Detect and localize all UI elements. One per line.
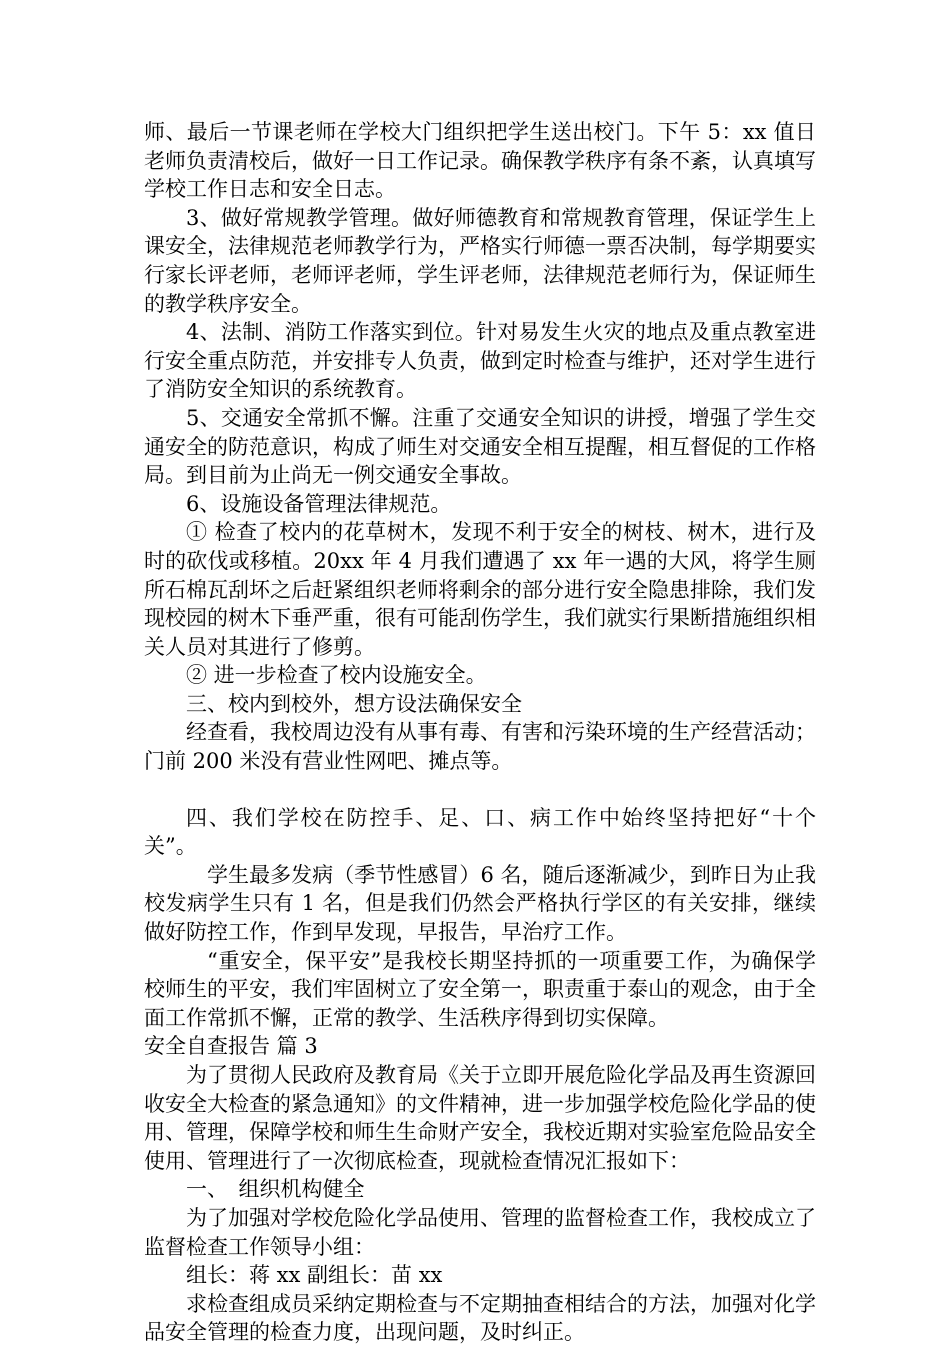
paragraph-facility-inspection: ② 进一步检查了校内设施安全。 bbox=[186, 663, 487, 688]
paragraph-teaching-management: 3、做好常规教学管理。做好师德教育和常规教育管理，保证学生上课安全，法律规范老师教学行为，严格实行师德一票否决制，每学期要实行家长评老师，老师评老师，学生评老师，法律规范老师行为，保证师生的教学秩序安全。 bbox=[144, 205, 816, 316]
document-body bbox=[144, 118, 816, 1347]
paragraph-inspection-method: 求检查组成员采纳定期检查与不定期抽查相结合的方法，加强对化学品安全管理的检查力度，出现问题，及时纠正。 bbox=[144, 1291, 816, 1345]
paragraph-traffic-safety: 5、交通安全常抓不懈。注重了交通安全知识的讲授，增强了学生交通安全的防范意识，构成了师生对交通安全相互提醒，相互督促的工作格局。到目前为止尚无一例交通安全事故。 bbox=[144, 405, 816, 488]
paragraph-illness-count: 学生最多发病（季节性感冒）6 名，随后逐渐减少，到昨日为止我校发病学生只有 1 名，但是我们仍然会严格执行学区的有关安排，继续做好防控工作，作到早发现，早报告，早治疗工作。 bbox=[144, 862, 816, 945]
paragraph-report-intro: 为了贯彻人民政府及教育局《关于立即开展危险化学品及再生资源回收安全大检查的紧急通知》的文件精神，进一步加强学校危险化学品的使用、管理，保障学校和师生生命财产安全，我校近期对实验室危险品安全使用、管理进行了一次彻底检查，现就检查情况汇报如下： bbox=[144, 1063, 816, 1173]
section-heading-campus-safety: 三、校内到校外，想方设法确保安全 bbox=[186, 691, 522, 716]
report-title-part3: 安全自查报告 篇 3 bbox=[144, 1034, 318, 1059]
paragraph-school-dismissal: 师、最后一节课老师在学校大门组织把学生送出校门。下午 5：xx 值日老师负责清校后，做好一日工作记录。确保教学秩序有条不紊，认真填写学校工作日志和安全日志。 bbox=[144, 120, 816, 202]
section-heading-disease-control: 四、我们学校在防控手、足、口、病工作中始终坚持把好“十个关”。 bbox=[144, 805, 816, 859]
paragraph-safety-priority: “重安全，保平安”是我校长期坚持抓的一项重要工作，为确保学校师生的平安，我们牢固树立了安全第一，职责重于泰山的观念，由于全面工作常抓不懈，正常的教学、生活秩序得到切实保障。 bbox=[144, 948, 816, 1030]
paragraph-group-leaders: 组长：蒋 xx 副组长：苗 xx bbox=[186, 1263, 443, 1288]
paragraph-facility-management: 6、设施设备管理法律规范。 bbox=[186, 491, 452, 516]
paragraph-surroundings: 经查看，我校周边没有从事有毒、有害和污染环境的生产经营活动；门前 200 米没有营业性网吧、摊点等。 bbox=[144, 720, 816, 774]
paragraph-fire-safety: 4、法制、消防工作落实到位。针对易发生火灾的地点及重点教室进行安全重点防范，并安排专人负责，做到定时检查与维护，还对学生进行了消防安全知识的系统教育。 bbox=[144, 320, 816, 402]
paragraph-tree-inspection: ① 检查了校内的花草树木，发现不利于安全的树枝、树木，进行及时的砍伐或移植。20xx 年 4 月我们遭遇了 xx 年一遇的大风，将学生厕所石棉瓦刮坏之后赶紧组织老师将剩余的部分进行安全隐患排除，我们发现校园的树木下垂严重，很有可能刮伤学生，我们就实行果断措施组织相关人员对其进行了修剪。 bbox=[144, 520, 816, 659]
paragraph-leadership-group: 为了加强对学校危险化学品使用、管理的监督检查工作，我校成立了监督检查工作领导小组： bbox=[144, 1205, 816, 1259]
blank-line bbox=[144, 776, 816, 804]
section-heading-organization: 一、 组织机构健全 bbox=[186, 1177, 365, 1202]
